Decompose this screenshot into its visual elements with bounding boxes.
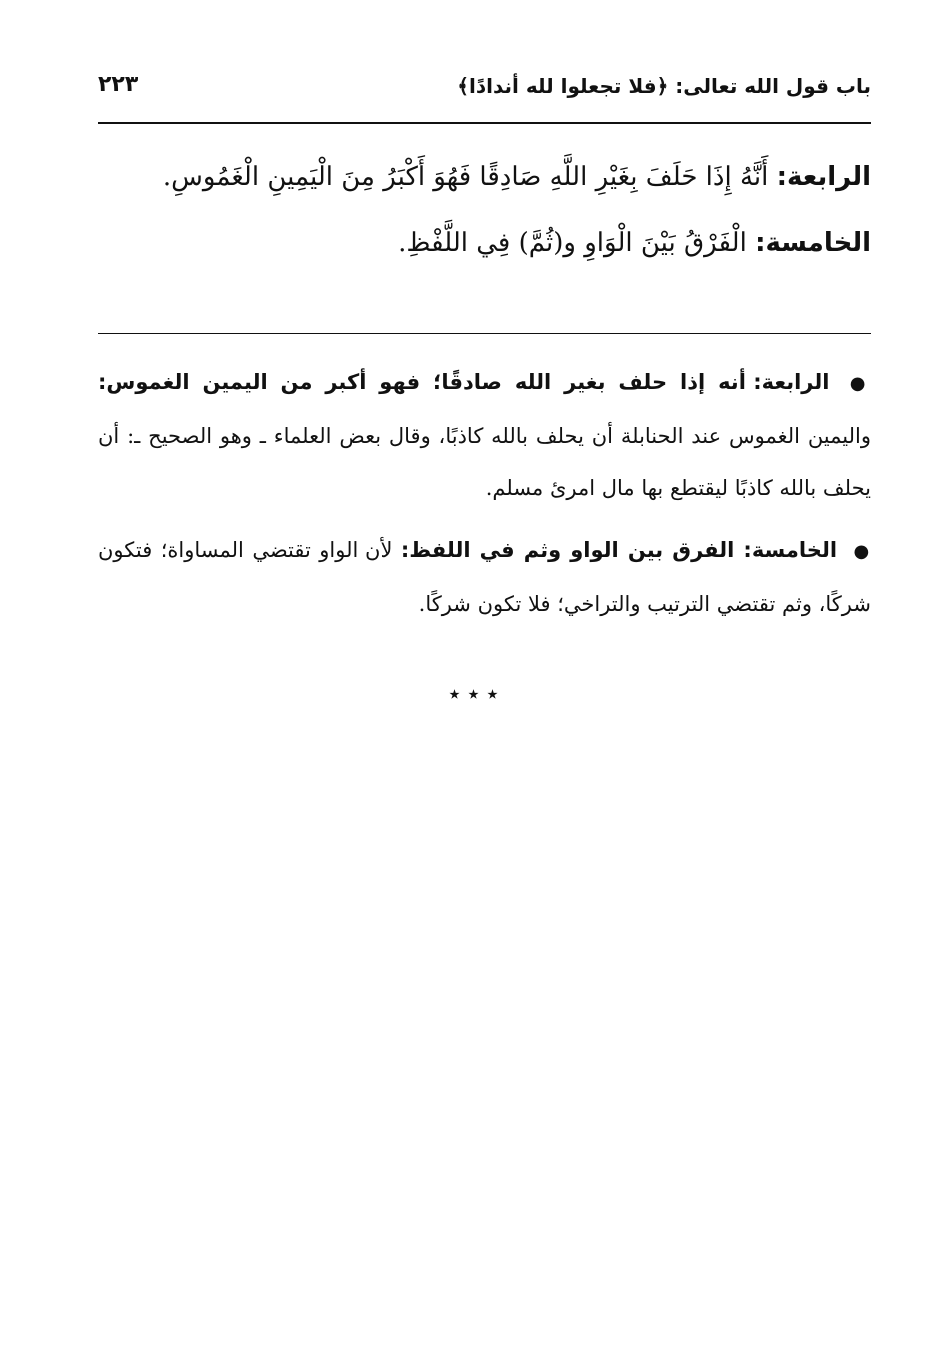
section-rule [98,333,871,334]
main-text [98,146,871,278]
bullet-icon: ● [849,373,871,394]
matn-label: الرابعة: [776,162,871,192]
commentary-text: واليمين الغموس عند الحنابلة أن يحلف بالله كاذبًا، وقال بعض العلماء ـ وهو الصحيح ـ: أن يحلف بالله كاذبًا ليقتطع بها مال امرئ مسلم. [98,424,871,500]
commentary-paragraph-fifth [98,524,871,630]
chapter-title: باب قول الله تعالى: ﴿فلا تجعلوا لله أندادًا﴾ [457,74,871,98]
commentary-text: لأن الواو تقتضي المساواة؛ فتكون شركًا، وثم تقتضي الترتيب والتراخي؛ فلا تكون شركًا. [98,538,871,616]
matn-label: الخامسة: [755,228,871,258]
section-end-asterisks: ٭ ٭ ٭ [448,682,499,707]
commentary-paragraph-fourth [98,356,871,514]
commentary [98,356,871,640]
matn-paragraph-fourth [98,146,871,208]
header-rule [98,122,871,124]
bullet-icon: ● [853,541,871,562]
matn-paragraph-fifth [98,212,871,274]
commentary-heading: الخامسة: الفرق بين الواو وثم في اللفظ: [400,538,838,562]
matn-text: الْفَرْقُ بَيْنَ الْوَاوِ و(ثُمَّ) فِي اللَّفْظِ. [398,228,747,258]
page-number: ٢٢٣ [98,72,139,97]
running-header [98,66,871,110]
commentary-heading: الرابعة: أنه إذا حلف بغير الله صادقًا؛ فهو أكبر من اليمين الغموس: [98,370,830,394]
matn-text: أَنَّهُ إِذَا حَلَفَ بِغَيْرِ اللَّهِ صَادِقًا فَهُوَ أَكْبَرُ مِنَ الْيَمِينِ الْغَمُوسِ. [162,162,769,192]
